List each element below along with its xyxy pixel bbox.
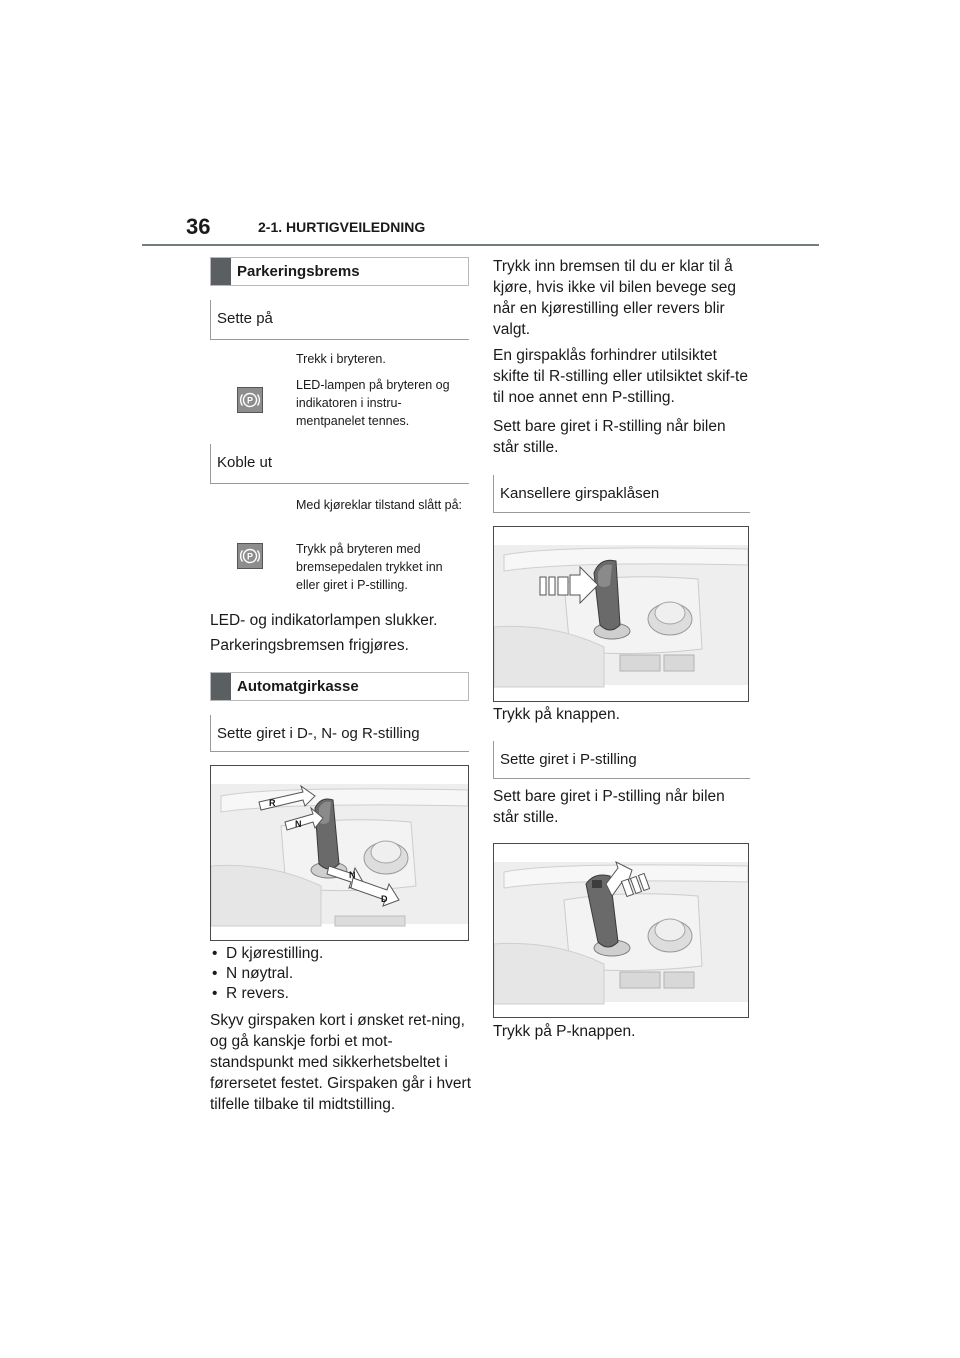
after-text-1: LED- og indikatorlampen slukker. <box>210 612 438 629</box>
gear-lock-button-illustration <box>493 526 749 702</box>
gear-selector-illustration <box>210 765 469 941</box>
parking-brake-icon <box>237 387 263 413</box>
release-step-1: Med kjøreklar tilstand slått på: <box>296 498 463 512</box>
park-text: Sett bare giret i P-stilling når bilen står stille. <box>493 788 725 826</box>
subheading-park <box>493 741 750 779</box>
subheading-apply-text: Sette på <box>217 310 273 327</box>
subheading-release <box>210 444 469 484</box>
cancel-lock-caption: Trykk på knappen. <box>493 706 620 723</box>
subheading-shift <box>210 715 469 752</box>
parking-brake-icon <box>237 543 263 569</box>
intro-paragraph-1: Trykk inn bremsen til du er klar til å kjøre, hvis ikke vil bilen bevege seg når en kjørestilling eller revers blir valgt. <box>493 258 736 338</box>
list-item: • N nøytral. <box>212 964 472 984</box>
label-n-bottom: N <box>349 870 356 880</box>
svg-text:P: P <box>246 395 254 406</box>
intro-paragraph-3: Sett bare giret i R-stilling når bilen står stille. <box>493 418 726 456</box>
label-r: R <box>269 798 276 808</box>
subheading-release-text: Koble ut <box>217 454 273 471</box>
shift-instructions: Skyv girspaken kort i ønsket ret-ning, og gå kanskje forbi et mot-standspunkt med sikkerhetsbeltet i førersetet festet. Girspaken går i hvert tilfelle tilbake til midtstilling. <box>210 1012 472 1113</box>
subheading-cancel-lock <box>493 475 750 513</box>
heading-tab <box>211 258 231 285</box>
section-heading-automatic <box>210 672 469 701</box>
heading-text: Automatgirkasse <box>237 678 359 695</box>
section-heading-parking-brake <box>210 257 469 286</box>
subheading-shift-text: Sette giret i D-, N- og R-stilling <box>217 725 420 742</box>
heading-text: Parkeringsbrems <box>237 263 360 280</box>
header-rule <box>142 244 819 246</box>
label-d: D <box>381 894 388 904</box>
chapter-title: 2-1. HURTIGVEILEDNING <box>258 219 426 235</box>
release-step-2: Trykk på bryteren med bremsepedalen trykket inn eller giret i P-stilling. <box>296 542 443 592</box>
svg-text:P: P <box>246 551 254 562</box>
park-caption: Trykk på P-knappen. <box>493 1023 636 1040</box>
subheading-cancel-lock-text: Kansellere girspaklåsen <box>500 485 660 502</box>
heading-tab <box>211 673 231 700</box>
subheading-park-text: Sette giret i P-stilling <box>500 751 637 768</box>
label-n-top: N <box>295 819 302 829</box>
gear-position-list <box>212 944 472 1004</box>
list-item: • R revers. <box>212 984 472 1004</box>
apply-step-2: LED-lampen på bryteren og indikatoren i instru-mentpanelet tennes. <box>296 378 450 428</box>
apply-step-1: Trekk i bryteren. <box>296 352 386 366</box>
intro-paragraph-2: En girspaklås forhindrer utilsiktet skifte til R-stilling eller utilsiktet skif-te til noe annet enn P-stilling. <box>493 347 748 406</box>
park-button-illustration <box>493 843 749 1018</box>
subheading-apply <box>210 300 469 340</box>
after-text-2: Parkeringsbremsen frigjøres. <box>210 637 409 654</box>
list-item: • D kjørestilling. <box>212 944 472 964</box>
page-number: 36 <box>186 214 211 239</box>
